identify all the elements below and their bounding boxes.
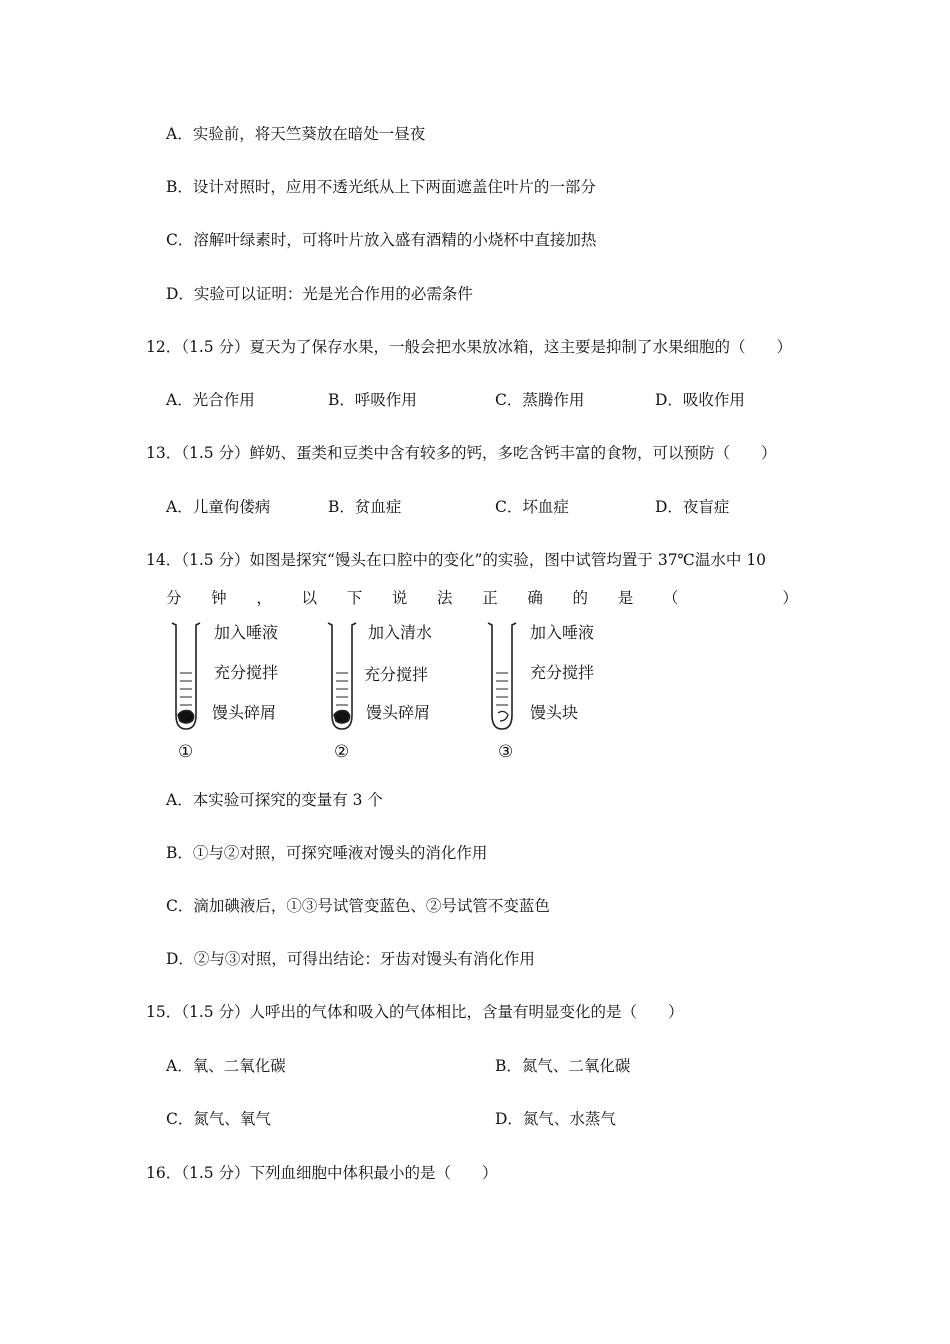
q11-option-a: A．实验前，将天竺葵放在暗处一昼夜 xyxy=(166,125,426,143)
q14-char: 分 xyxy=(166,589,182,607)
q14-char: 法 xyxy=(437,589,453,607)
q14-char: 说 xyxy=(391,589,408,607)
q11-option-b: B．设计对照时，应用不透光纸从上下两面遮盖住叶片的一部分 xyxy=(166,178,596,196)
q15-stem: 15．（1.5 分）人呼出的气体和吸入的气体相比，含量有明显变化的是（ ） xyxy=(146,1003,684,1021)
q12-option-d: D．吸收作用 xyxy=(655,391,745,409)
q14-char: 确 xyxy=(527,589,543,607)
q11-option-d: D．实验可以证明：光是光合作用的必需条件 xyxy=(166,285,473,303)
test-tube-3 xyxy=(488,623,516,729)
q11-option-c: C．溶解叶绿素时，可将叶片放入盛有酒精的小烧杯中直接加热 xyxy=(166,231,597,249)
q14-stem-line2 xyxy=(166,588,798,608)
tube-2-label-top: 加入清水 xyxy=(368,623,433,642)
tube-2-label-bottom: 馒头碎屑 xyxy=(366,703,431,722)
q14-char: 以 xyxy=(301,589,318,607)
q13-option-a: A．儿童佝偻病 xyxy=(166,498,271,516)
q14-char: ， xyxy=(256,589,272,607)
q14-option-b: B．①与②对照，可探究唾液对馒头的消化作用 xyxy=(166,844,488,862)
tube-3-label-top: 加入唾液 xyxy=(530,623,595,642)
q12-option-a: A．光合作用 xyxy=(166,391,255,409)
q12-option-c: C．蒸腾作用 xyxy=(495,391,585,409)
q15-option-a: A．氧、二氧化碳 xyxy=(166,1057,286,1075)
q15-option-c: C．氮气、氧气 xyxy=(166,1110,271,1128)
tube-3-label-middle: 充分搅拌 xyxy=(530,663,595,682)
tube-1-label-top: 加入唾液 xyxy=(214,623,279,642)
q14-stem-line1: 14．（1.5 分）如图是探究“馒头在口腔中的变化”的实验，图中试管均置于 37℃温水中 10 xyxy=(146,551,767,569)
tube-3-label-bottom: 馒头块 xyxy=(530,703,579,722)
q13-option-b: B．贫血症 xyxy=(328,498,402,516)
tube-1-label-middle: 充分搅拌 xyxy=(214,663,279,682)
q14-char: 正 xyxy=(482,589,498,607)
q14-char: ） xyxy=(782,589,798,607)
q14-option-a: A．本实验可探究的变量有 3 个 xyxy=(166,791,383,809)
q14-option-d: D．②与③对照，可得出结论：牙齿对馒头有消化作用 xyxy=(166,950,535,968)
q14-char: （ xyxy=(662,589,679,607)
tube-2-number: ② xyxy=(334,742,350,762)
tube-3-number: ③ xyxy=(498,742,514,762)
q12-stem: 12．（1.5 分）夏天为了保存水果，一般会把水果放冰箱，这主要是抑制了水果细胞的（ ） xyxy=(146,338,793,356)
q14-char: 钟 xyxy=(211,589,227,607)
q15-option-b: B．氮气、二氧化碳 xyxy=(495,1057,631,1075)
tube-1-number: ① xyxy=(178,742,194,762)
test-tube-1 xyxy=(172,623,200,729)
q15-option-d: D．氮气、水蒸气 xyxy=(495,1110,616,1128)
q14-option-c: C．滴加碘液后，①③号试管变蓝色、②号试管不变蓝色 xyxy=(166,897,550,915)
test-tube-figure xyxy=(168,615,628,765)
tube-1-label-bottom: 馒头碎屑 xyxy=(212,703,277,722)
q13-option-d: D．夜盲症 xyxy=(655,498,730,516)
q14-char: 的 xyxy=(572,589,589,607)
q13-option-c: C．坏血症 xyxy=(495,498,569,516)
q14-char: 是 xyxy=(617,589,634,607)
q12-option-b: B．呼吸作用 xyxy=(328,391,417,409)
q14-char: 下 xyxy=(346,589,363,607)
test-tube-2 xyxy=(328,623,356,729)
q16-stem: 16．（1.5 分）下列血细胞中体积最小的是（ ） xyxy=(146,1164,498,1182)
tube-2-label-middle: 充分搅拌 xyxy=(364,665,429,684)
q13-stem: 13．（1.5 分）鲜奶、蛋类和豆类中含有较多的钙，多吃含钙丰富的食物，可以预防（ ） xyxy=(146,444,777,462)
